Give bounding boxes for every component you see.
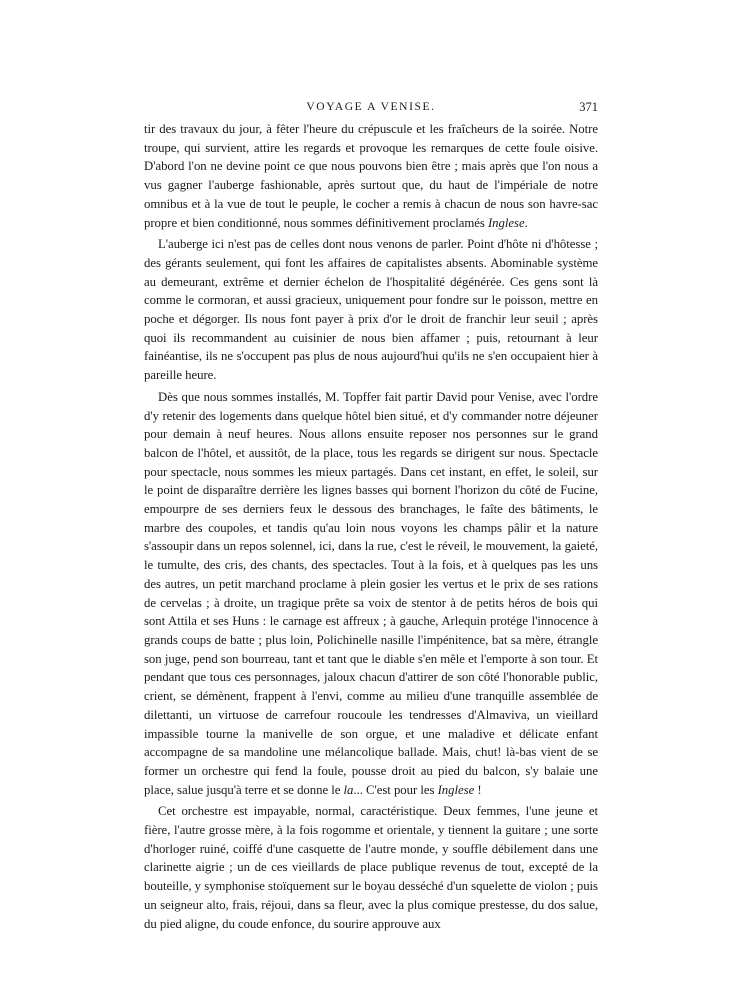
italic-text: Inglese [437,782,475,797]
running-head [144,98,598,120]
paragraph-text: Dès que nous sommes installés, M. Topffer fait partir David pour Venise, avec l'ordre d'y retenir des logements dans quelque hôtel bien situé, et d'y commander notre déjeuner pour demain à neuf heures. Nous allons ensuite reposer nos personnes sur le grand balcon de l'hôtel, et aussitôt, de la place, tous les regards se dirigent sur nous. Spectacle pour spectacle, nous sommes les mieux partagés. Dans cet instant, en effet, le soleil, sur le point de disparaître derrière les lignes basses qui bornent l'horizon du côté de Fucine, empourpre de ses derniers feux le dessous des branchages, le faîte des bâtiments, le marbre des coupoles, et tandis qu'au loin nous voyons les champs pâlir et la nature s'assoupir dans un repos solennel, ici, dans la rue, c'est le réveil, le mouvement, la gaieté, le tumulte, des cris, des chants, des spectacles. Tout à la fois, et à quelques pas les uns des autres, un petit marchand proclame à plein gosier les vertus et le prix de ses rations de cervelas ; à droite, un tragique prête sa voix de stentor à de petits héros de bois qui sont Attila et ses Huns : le carnage est affreux ; à gauche, Arlequin protége l'innocence à grands coups de batte ; plus loin, Polichinelle nasille l'impénitence, bat sa mère, étrangle son juge, pend son bourreau, tant et tant que le diable s'en mêle et l'emporte à son tour. Et pendant que tous ces personnages, jaloux chacun d'attirer de son côté l'honorable public, crient, se démènent, frappent à l'envi, comme au milieu d'une tranquille assemblée de dilettanti, un virtuose de carrefour roucoule les tendresses d'Almaviva, un vieillard impassible tourne la manivelle de son orgue, et une maladive et délicate enfant accompagne de sa mandoline une mélancolique ballade. Mais, chut! là-bas vient de se former un orchestre qui fend la foule, pousse droit au pied du balcon, s'y balaie une place, salue jusqu'à terre et se donne le [144,389,598,797]
paragraph-text: L'auberge ici n'est pas de celles dont nous venons de parler. Point d'hôte ni d'hôtesse ; des gérants seulement, qui font les affaires de capitalistes absents. Abominable système au demeurant, extrême et dernier échelon de l'hospitalité dégénérée. Ces gens sont là comme le cormoran, et aussi gracieux, uniquement pour fondre sur le poisson, mettre en poche et dégorger. Ils nous font payer à prix d'or le droit de franchir leur seuil ; après quoi ils recommandent au cuisinier de nous bien affamer ; puis, retournant à leur fainéantise, ils ne s'occupent pas plus de nous aujourd'hui qu'ils ne s'en occupaient hier à pareille heure. [144,237,598,383]
paragraph [144,120,598,232]
paragraph [144,388,598,799]
paragraph-text: ... C'est pour les [353,782,438,797]
paragraph [144,802,598,933]
paragraph [144,235,598,385]
italic-text: Inglese [487,215,525,230]
book-page [144,98,598,933]
paragraph-text: tir des travaux du jour, à fêter l'heure du crépuscule et les fraîcheurs de la soirée. Notre troupe, qui survient, attire les regards et provoque les remarques de cette foule oisive. D'abord l'on ne devine point ce que nous pouvons bien être ; mais après que l'on nous a vus gagner l'auberge fashionable, après surtout que, du haut de l'impériale de notre omnibus et à la vue de tout le peuple, le cocher a remis à chacun de nous son havre-sac propre et bien conditionné, nous sommes définitivement proclamés [144,122,598,230]
paragraph-text: Cet orchestre est impayable, normal, caractéristique. Deux femmes, l'une jeune et fière, l'autre grosse mère, à la fois rogomme et orientale, y tiennent la guitare ; une sorte d'horloger ruiné, coiffé d'une casquette de l'autre monde, y souffle débilement dans une clarinette aigrie ; un de ces vieillards de place publique revenus de tout, excepté de la bouteille, y symphonise stoïquement sur le boyau desséché d'un squelette de violon ; puis un seigneur alto, frais, réjoui, dans sa fleur, avec la plus comique prestesse, du dos salue, du pied aligne, du coude enfonce, du sourire approuve aux [144,804,598,931]
paragraph-text: . [524,215,528,230]
body-text [144,120,598,933]
italic-text: la [343,782,354,797]
running-title: VOYAGE A VENISE. [306,101,436,113]
page-number: 371 [579,100,598,114]
paragraph-text: ! [474,782,482,797]
